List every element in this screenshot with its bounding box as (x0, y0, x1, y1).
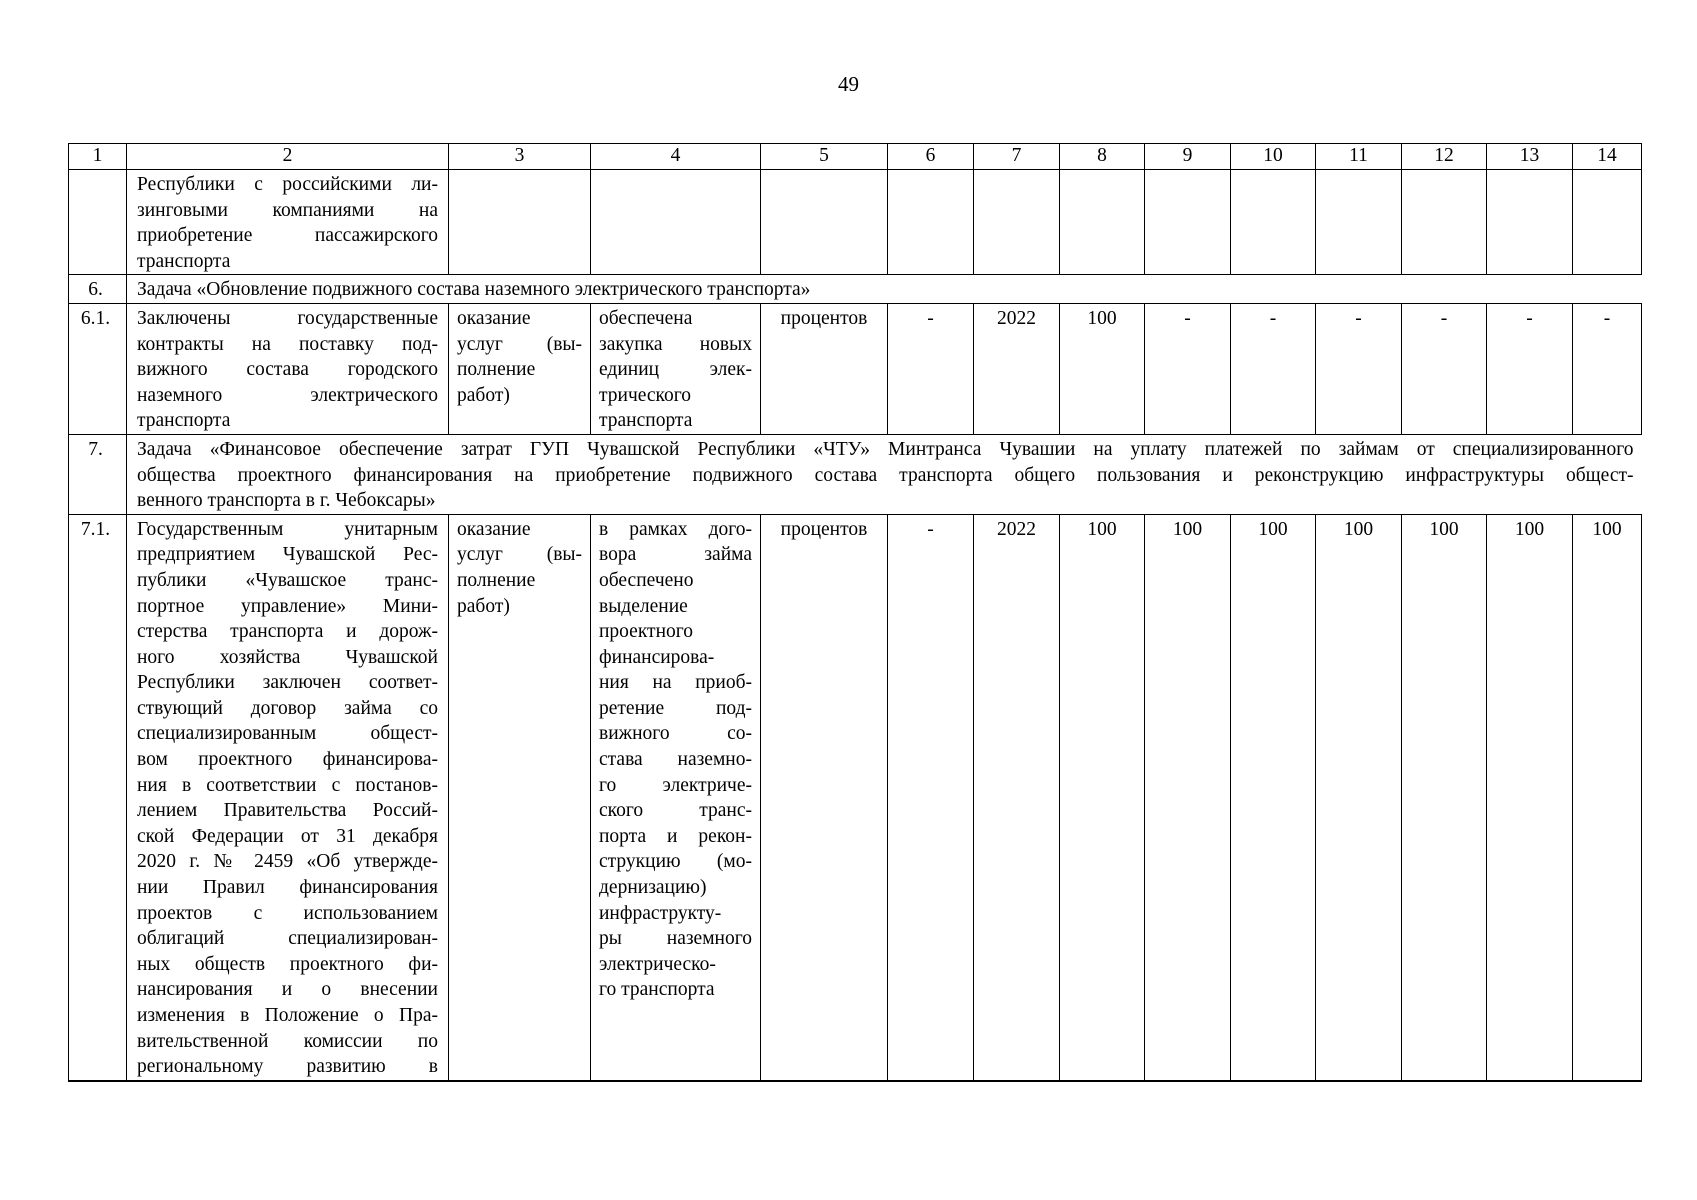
value-cell: - (1145, 303, 1231, 434)
header-cell: 8 (1060, 144, 1145, 170)
result-type: оказание услуг (вы- полнение работ) (449, 303, 591, 434)
unit-cell: процентов (761, 514, 888, 1081)
indicator-description: Государственным унитарным предприятием Чувашской Рес- публики «Чувашское транс- портное управление» Мини- стерства транспорта и дорож- ного хозяйства Чувашской Республики заключен соответ- ствующий договор займа со специализированным общест- вом проектного финансирова- ния в соответствии с постанов- лением Правительства Россий- ской Федерации от 31 декабря 2020 г. № 2459 «Об утвержде- нии Правил финансирования проектов с использованием облигаций специализирован- ных обществ проектного фи- нансирования и о внесении изменения в Положение о Пра- вительственной комиссии по региональному развитию в (127, 514, 449, 1081)
value-cell: 100 (1573, 514, 1642, 1081)
row-number: 6.1. (69, 303, 127, 434)
header-cell: 6 (888, 144, 974, 170)
header-cell: 13 (1487, 144, 1573, 170)
row-number: 7.1. (69, 514, 127, 1081)
header-cell: 9 (1145, 144, 1231, 170)
continuation-text: Республики с российскими ли- зинговыми компаниями на приобретение пассажирского транспорта (127, 170, 449, 275)
value-cell: 100 (1231, 514, 1316, 1081)
result-characteristic: в рамках дого- вора займа обеспечено выделение проектного финансирова- ния на приоб- ретение под- вижного со- става наземно- го электриче- ского транс- порта и рекон- струкцию (мо- дернизацию) инфраструкту- ры наземного электрическо- го транспорта (591, 514, 761, 1081)
header-cell: 7 (974, 144, 1060, 170)
header-cell: 12 (1402, 144, 1487, 170)
indicator-row-6-1 (69, 303, 1642, 434)
task-title: Задача «Финансовое обеспечение затрат ГУП Чувашской Республики «ЧТУ» Минтранса Чувашии на уплату платежей по займам от специализированного общества проектного финансирования на приобретение подвижного состава транспорта общего пользования и реконструкцию инфраструктуры общест- венного транспорта в г. Чебоксары» (127, 434, 1642, 514)
base-year-cell: 2022 (974, 514, 1060, 1081)
continuation-row (69, 170, 1642, 275)
header-cell: 14 (1573, 144, 1642, 170)
header-cell: 4 (591, 144, 761, 170)
result-characteristic: обеспечена закупка новых единиц элек- трического транспорта (591, 303, 761, 434)
result-type: оказание услуг (вы- полнение работ) (449, 514, 591, 1081)
value-cell: 100 (1316, 514, 1402, 1081)
indicator-description: Заключены государственные контракты на поставку под- вижного состава городского наземного электрического транспорта (127, 303, 449, 434)
base-value-cell: - (888, 514, 974, 1081)
header-cell: 11 (1316, 144, 1402, 170)
task-number: 6. (69, 275, 127, 304)
value-cell: - (1402, 303, 1487, 434)
task-title: Задача «Обновление подвижного состава наземного электрического транспорта» (127, 275, 1642, 304)
task-number: 7. (69, 434, 127, 514)
value-cell: 100 (1487, 514, 1573, 1081)
value-cell: 100 (1060, 303, 1145, 434)
value-cell: - (1231, 303, 1316, 434)
indicators-table (68, 143, 1642, 1082)
page-number: 49 (838, 72, 859, 96)
indicator-row-7-1 (69, 514, 1642, 1081)
value-cell: 100 (1145, 514, 1231, 1081)
header-cell: 1 (69, 144, 127, 170)
value-cell: - (1316, 303, 1402, 434)
value-cell: - (1573, 303, 1642, 434)
base-value-cell: - (888, 303, 974, 434)
header-cell: 2 (127, 144, 449, 170)
value-cell: - (1487, 303, 1573, 434)
unit-cell: процентов (761, 303, 888, 434)
header-cell: 3 (449, 144, 591, 170)
task-6-row (69, 275, 1642, 304)
value-cell: 100 (1060, 514, 1145, 1081)
column-number-row (69, 144, 1642, 170)
header-cell: 5 (761, 144, 888, 170)
header-cell: 10 (1231, 144, 1316, 170)
task-7-row (69, 434, 1642, 514)
base-year-cell: 2022 (974, 303, 1060, 434)
value-cell: 100 (1402, 514, 1487, 1081)
